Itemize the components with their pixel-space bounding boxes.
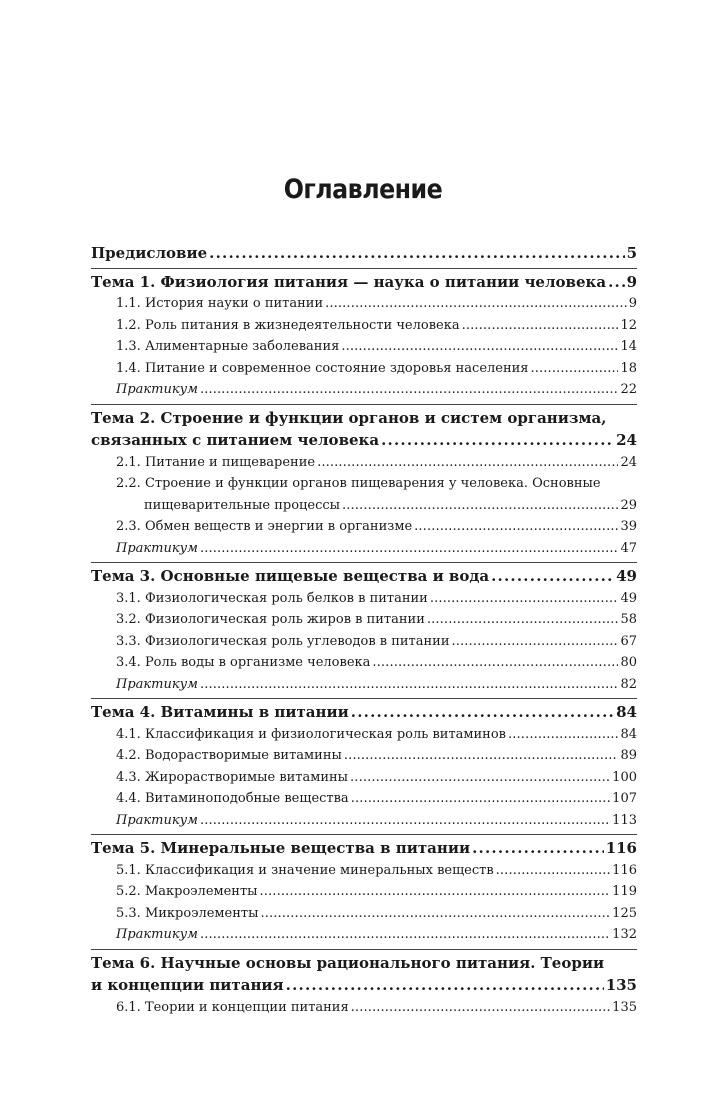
- toc-subentry[interactable]: [116, 473, 637, 516]
- toc-entry-label: Тема 4. Витамины в питании: [91, 703, 349, 721]
- dot-leader: [381, 429, 614, 452]
- toc-entry-label: 6.1. Теории и концепции питания: [116, 999, 349, 1015]
- toc-section-topic-5: [91, 835, 637, 950]
- toc-entry-label: Предисловие: [91, 244, 208, 262]
- toc-subentry[interactable]: [116, 358, 637, 380]
- dot-leader: [286, 974, 604, 997]
- toc-entry-label: 5.2. Макроэлементы: [116, 884, 258, 899]
- dot-leader: [496, 860, 611, 882]
- page-title: Оглавление: [283, 174, 443, 205]
- toc-entry-page: 9: [626, 272, 637, 291]
- dot-leader: [341, 336, 618, 358]
- toc-entry-page: 24: [620, 454, 637, 470]
- dot-leader: [372, 652, 618, 674]
- toc-entry-label-line-2: пищеварительные процессы: [144, 497, 340, 513]
- toc-entry-page: 67: [620, 633, 637, 649]
- dot-leader: [209, 242, 624, 265]
- toc-entry-label: 3.3. Физиологическая роль углеводов в питании: [116, 633, 450, 649]
- dot-leader: [350, 767, 610, 789]
- dot-leader: [260, 881, 611, 903]
- dot-leader: [462, 315, 619, 337]
- dot-leader: [452, 631, 619, 653]
- toc-subentry-practicum[interactable]: [116, 538, 637, 560]
- toc-topic-heading[interactable]: [91, 271, 637, 294]
- dot-leader: [351, 701, 614, 724]
- toc-entry-label: Практикум: [116, 540, 198, 556]
- toc-entry-page: 9: [628, 296, 637, 311]
- toc-entry-page: 125: [612, 905, 637, 921]
- toc-entry-page: 49: [616, 567, 637, 585]
- toc-entry-label: Практикум: [116, 812, 198, 828]
- toc-entry-label: Тема 1. Физиология питания — наука о питании человека: [91, 272, 607, 291]
- toc-entry-label-line-1: Тема 2. Строение и функции органов и систем организма,: [91, 408, 607, 427]
- toc-entry-label: 4.3. Жирорастворимые витамины: [116, 769, 349, 785]
- dot-leader: [200, 924, 610, 946]
- toc-subentry[interactable]: [116, 767, 637, 789]
- toc-entry-page: 22: [620, 382, 637, 397]
- toc-entry-label: 3.2. Физиологическая роль жиров в питании: [116, 612, 425, 627]
- dot-leader: [430, 588, 619, 610]
- toc-entry-label-line-1: 2.2. Строение и функции органов пищеварения у человека. Основные: [116, 476, 601, 491]
- toc-subentry[interactable]: [116, 609, 637, 631]
- toc-entry-page: 84: [620, 726, 637, 742]
- toc-entry-label: 5.1. Классификация и значение минеральных веществ: [116, 862, 494, 878]
- dot-leader: [344, 745, 619, 767]
- toc-entry-label-line-1: Тема 6. Научные основы рационального питания. Теории: [91, 953, 605, 972]
- dot-leader: [325, 293, 627, 315]
- toc-entry-label: 2.3. Обмен веществ и энергии в организме: [116, 519, 413, 534]
- dot-leader: [608, 271, 625, 294]
- toc-entry-label: 1.1. История науки о питании: [116, 296, 324, 311]
- dot-leader: [200, 674, 618, 696]
- toc-subentry[interactable]: [116, 903, 637, 925]
- toc-topic-heading[interactable]: [91, 701, 637, 724]
- toc-subentry[interactable]: [116, 336, 637, 358]
- toc-subentry[interactable]: [116, 315, 637, 337]
- toc-entry-label: 4.1. Классификация и физиологическая роль витаминов: [116, 726, 506, 742]
- toc-subentry-practicum[interactable]: [116, 674, 637, 696]
- toc-subentry[interactable]: [116, 724, 637, 746]
- toc-subentry[interactable]: [116, 745, 637, 767]
- toc-entry-page: 18: [620, 360, 637, 376]
- toc-subentry[interactable]: [116, 881, 637, 903]
- toc-section-topic-1: [91, 269, 637, 405]
- toc-entry-label: 3.4. Роль воды в организме человека: [116, 655, 371, 670]
- toc-entry-label: 1.3. Алиментарные заболевания: [116, 339, 340, 354]
- toc-entry-page: 12: [620, 317, 637, 333]
- toc-entry-label-line-2: и концепции питания: [91, 976, 284, 994]
- dot-leader: [342, 495, 618, 517]
- toc-entry-page: 116: [605, 839, 637, 857]
- dot-leader: [427, 609, 619, 631]
- toc-topic-heading[interactable]: [91, 837, 637, 860]
- toc-subentry[interactable]: [116, 860, 637, 882]
- toc-entry-label: Практикум: [116, 382, 198, 397]
- toc-entry-page: 80: [620, 655, 637, 670]
- toc-entry-label: Тема 3. Основные пищевые вещества и вода: [91, 567, 490, 585]
- toc-section-topic-6: [91, 950, 637, 1022]
- toc-entry-page: 116: [612, 862, 637, 878]
- toc-subentry-practicum[interactable]: [116, 924, 637, 946]
- dot-leader: [491, 565, 614, 588]
- dot-leader: [200, 379, 618, 401]
- dot-leader: [508, 724, 618, 746]
- toc-entry-page: 39: [620, 519, 637, 534]
- dot-leader: [351, 788, 610, 810]
- toc-entry-page: 135: [612, 999, 637, 1015]
- toc-entry-page: 24: [616, 431, 637, 449]
- toc-subentry[interactable]: [116, 631, 637, 653]
- toc-section-topic-4: [91, 699, 637, 835]
- dot-leader: [200, 810, 610, 832]
- dot-leader: [531, 358, 619, 380]
- toc-entry-page: 113: [612, 812, 637, 828]
- toc-entry-page: 89: [620, 748, 637, 763]
- toc-entry-page: 119: [612, 884, 637, 899]
- toc-entry-page: 47: [620, 540, 637, 556]
- toc-entry-label: Практикум: [116, 676, 198, 692]
- table-of-contents: [91, 242, 637, 1021]
- toc-subentry[interactable]: [116, 997, 637, 1019]
- toc-topic-heading[interactable]: [91, 952, 637, 997]
- toc-entry-page: 100: [612, 769, 637, 785]
- toc-entry-label: 1.4. Питание и современное состояние здоровья населения: [116, 360, 529, 376]
- toc-entry-label: 1.2. Роль питания в жизнедеятельности человека: [116, 317, 460, 333]
- toc-subentry-practicum[interactable]: [116, 379, 637, 401]
- toc-entry-label: 3.1. Физиологическая роль белков в питании: [116, 590, 428, 606]
- dot-leader: [200, 538, 618, 560]
- toc-entry-page: 5: [626, 244, 637, 262]
- toc-entry-page: 132: [612, 927, 637, 942]
- toc-entry-label: Тема 5. Минеральные вещества в питании: [91, 839, 471, 857]
- toc-entry-label: 2.1. Питание и пищеварение: [116, 454, 316, 470]
- toc-entry-label: Практикум: [116, 927, 198, 942]
- toc-subentry[interactable]: [116, 293, 637, 315]
- toc-subentry[interactable]: [116, 652, 637, 674]
- toc-entry-label: 5.3. Микроэлементы: [116, 905, 259, 921]
- toc-entry-page: 84: [616, 703, 637, 721]
- toc-section-topic-3: [91, 563, 637, 699]
- toc-topic-heading[interactable]: [91, 565, 637, 588]
- toc-section-topic-2: [91, 405, 637, 564]
- dot-leader: [414, 516, 618, 538]
- toc-subentry-practicum[interactable]: [116, 810, 637, 832]
- toc-entry-page: 58: [620, 612, 637, 627]
- toc-entry-page: 29: [620, 497, 637, 513]
- toc-section-preface: [91, 242, 637, 269]
- dot-leader: [317, 452, 618, 474]
- toc-entry-page: 49: [620, 590, 637, 606]
- toc-entry-page: 135: [605, 976, 637, 994]
- dot-leader: [351, 997, 611, 1019]
- toc-entry-label: 4.2. Водорастворимые витамины: [116, 748, 342, 763]
- toc-entry-label: 4.4. Витаминоподобные вещества: [116, 791, 349, 806]
- toc-topic-heading[interactable]: [91, 407, 637, 452]
- toc-entry-page: 107: [612, 791, 637, 806]
- toc-subentry[interactable]: [116, 588, 637, 610]
- toc-subentry[interactable]: [116, 788, 637, 810]
- toc-entry-label-line-2: связанных с питанием человека: [91, 431, 380, 449]
- dot-leader: [472, 837, 604, 860]
- toc-entry-page: 82: [620, 676, 637, 692]
- toc-entry-preface[interactable]: [91, 242, 637, 265]
- toc-subentry[interactable]: [116, 452, 637, 474]
- toc-subentry[interactable]: [116, 516, 637, 538]
- dot-leader: [260, 903, 610, 925]
- toc-entry-page: 14: [620, 339, 637, 354]
